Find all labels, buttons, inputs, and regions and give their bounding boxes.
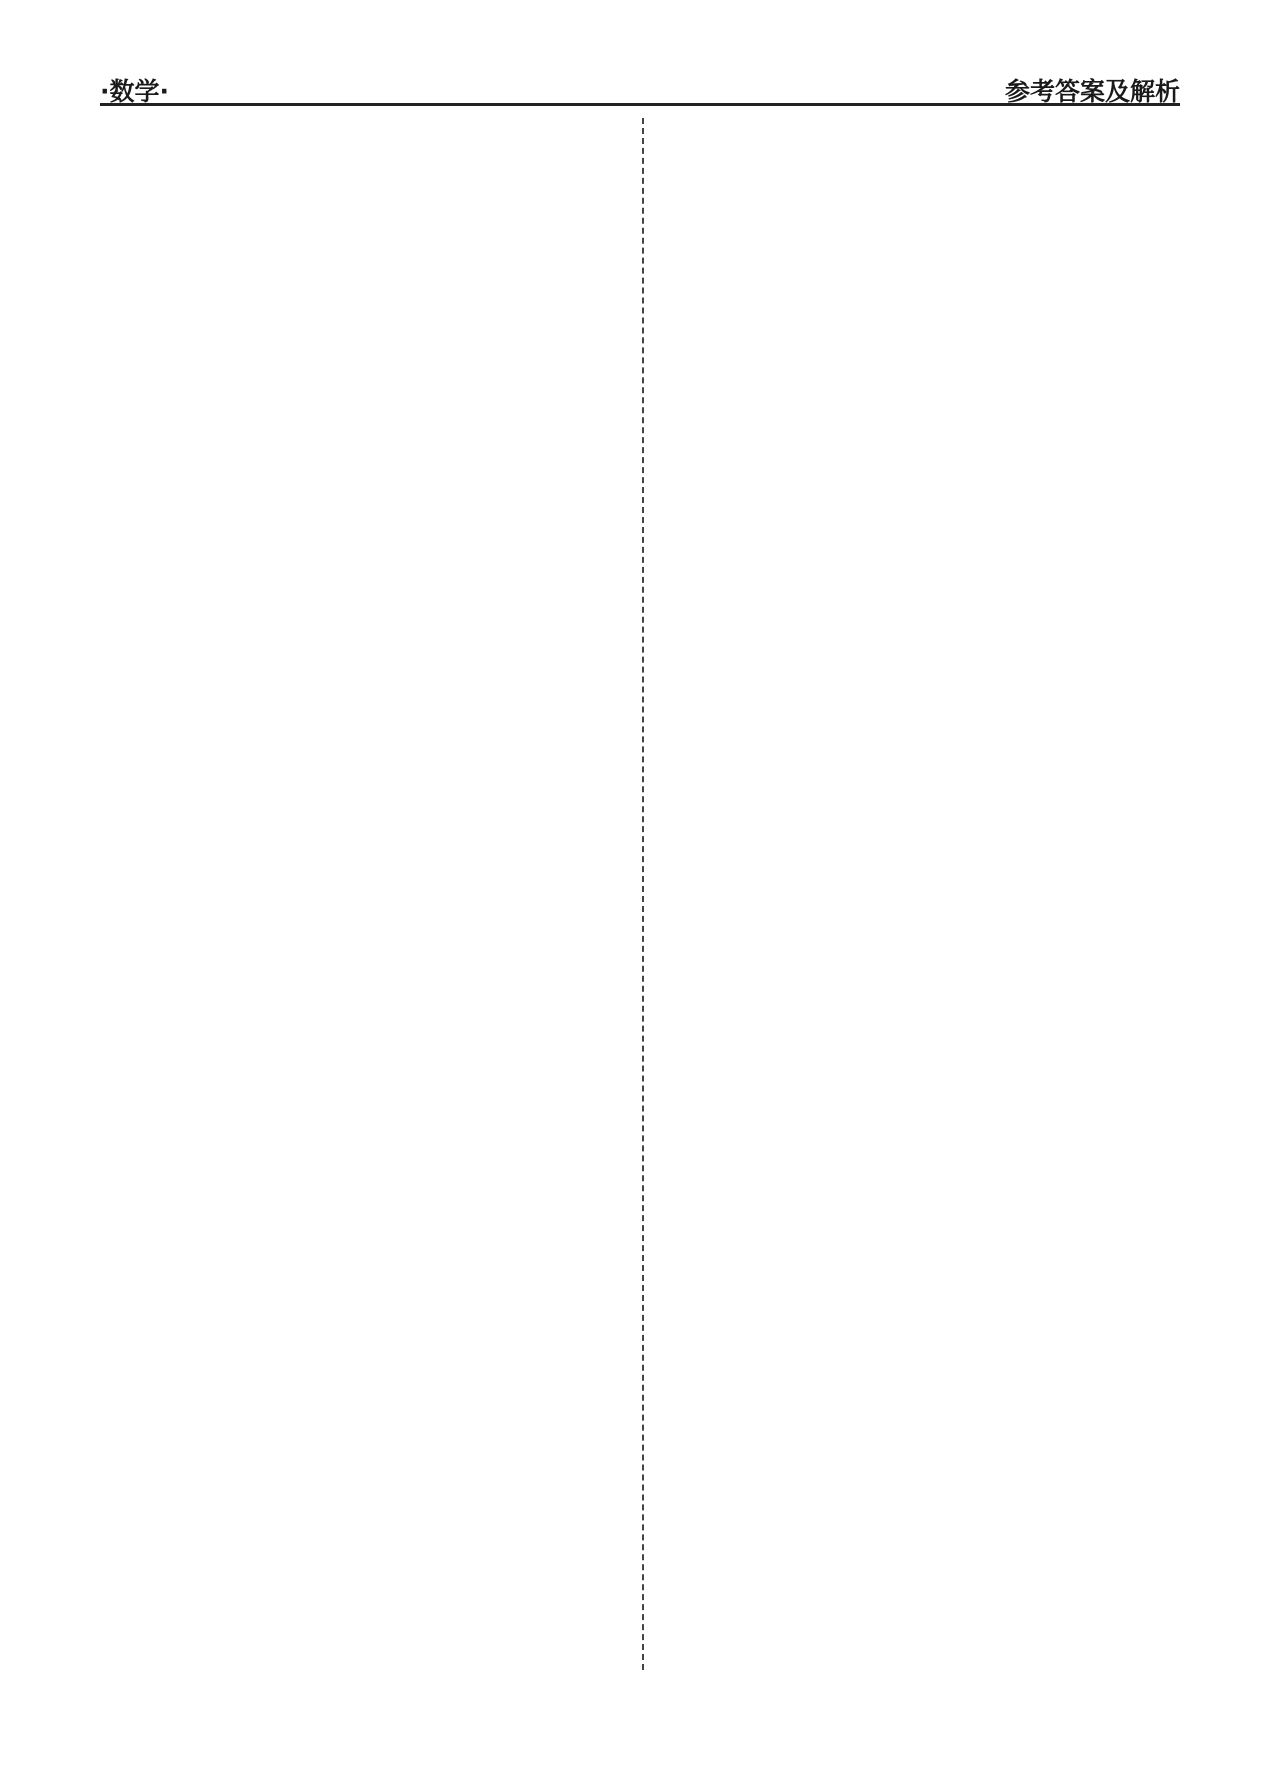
- subject-label: ·数学·: [100, 77, 169, 106]
- page-header: [100, 68, 1180, 108]
- column-divider: [642, 118, 644, 1670]
- section-title: 参考答案及解析: [1004, 77, 1180, 106]
- header-divider: [100, 103, 1180, 106]
